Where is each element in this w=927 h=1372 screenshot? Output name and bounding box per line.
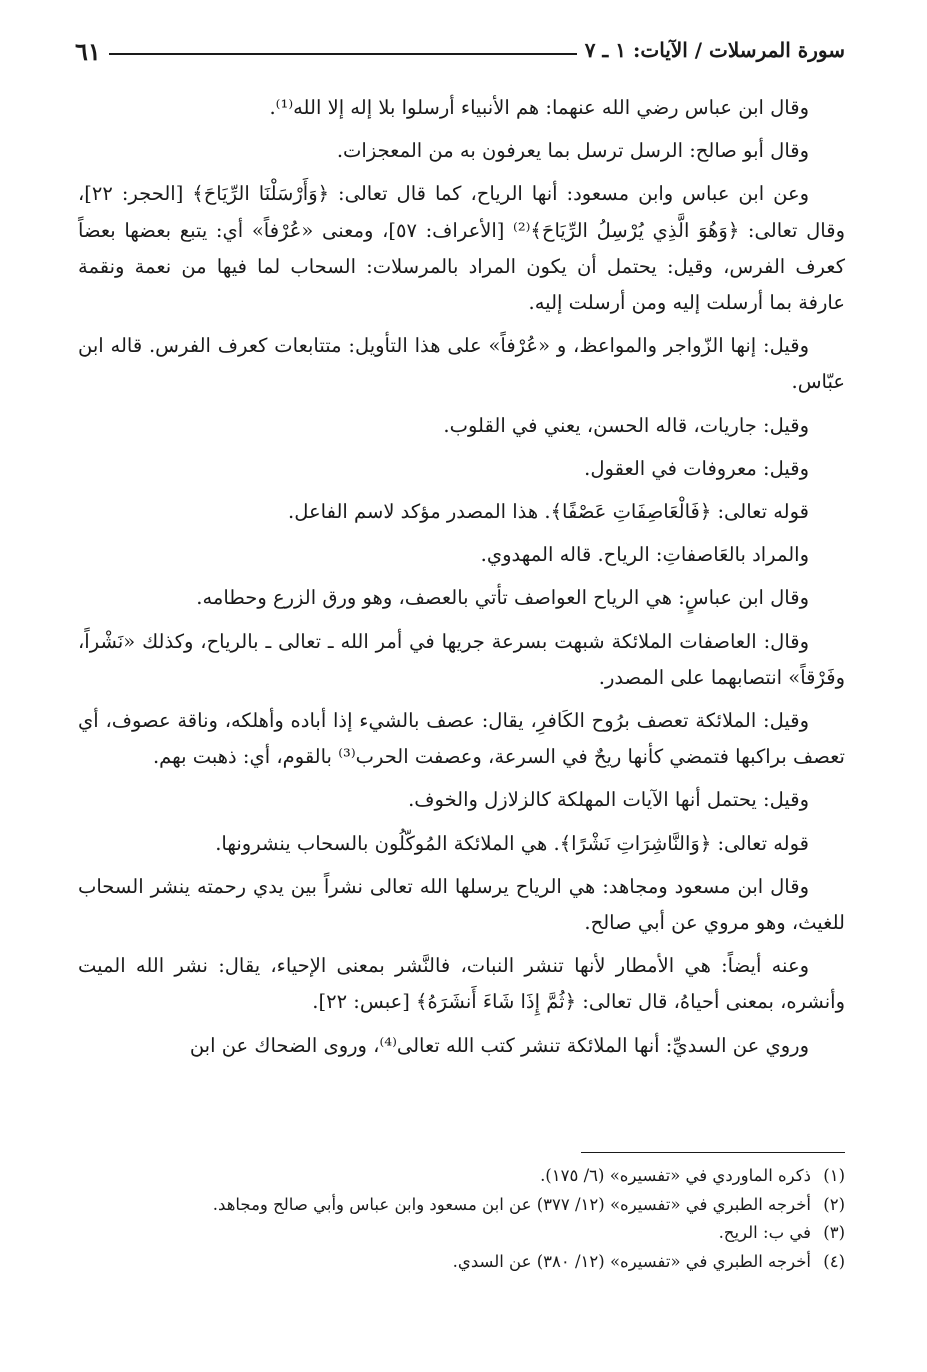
footnote-separator xyxy=(581,1152,845,1153)
paragraph-13: قوله تعالى: ﴿وَالنَّاشِرَاتِ نَشْرًا﴾. هي الملائكة المُوكّلُون بالسحاب ينشرونها. xyxy=(215,831,809,855)
paragraph-2: وقال أبو صالح: الرسل ترسل بما يعرفون به من المعجزات. xyxy=(336,139,809,163)
footnote-2 xyxy=(78,1191,845,1220)
paragraph-11: وقيل: الملائكة تعصف برُوح الكَافرِ، يقال: عصف بالشيء إذا أباده وأهلكه، وناقة عصوف، أي تعصف براكبها فتمضي كأنها ريحٌ في السرعة، وعصفت الحرب⁽³⁾ بالقوم، أي: ذهبت بهم. xyxy=(78,709,845,769)
page-number: ٦١ xyxy=(75,37,101,66)
running-header xyxy=(75,26,845,66)
paragraph-16: وروي عن السديِّ: أنها الملائكة تنشر كتب الله تعالى⁽⁴⁾، وروى الضحاك عن ابن xyxy=(189,1033,809,1057)
paragraph-10: وقال: العاصفات الملائكة شبهت بسرعة جريها في أمر الله ـ تعالى ـ بالرياح، وكذلك «نَشْراً، وفَرْقاً» انتصابهما على المصدر. xyxy=(78,629,845,689)
footnote-text: ذكره الماوردي في «تفسيره» (٦/ ١٧٥). xyxy=(540,1166,811,1185)
footnote-text: أخرجه الطبري في «تفسيره» (١٢/ ٣٨٠) عن السدي. xyxy=(452,1251,811,1271)
paragraph-12: وقيل: يحتمل أنها الآيات المهلكة كالزلازل والخوف. xyxy=(408,788,809,812)
footnote-3 xyxy=(78,1219,845,1248)
footnote-1 xyxy=(78,1162,845,1191)
paragraph-9: وقال ابن عباسٍ: هي الرياح العواصف تأتي بالعصف، وهو ورق الزرع وحطامه. xyxy=(196,586,809,610)
footnote-number: (٣) xyxy=(823,1223,845,1242)
paragraph-14: وقال ابن مسعود ومجاهد: هي الرياح يرسلها الله تعالى نشراً بين يدي رحمته ينشر السحاب للغيث، وهو مروي عن أبي صالح. xyxy=(78,874,845,935)
footnote-number: (١) xyxy=(823,1166,845,1185)
footnote-text: في ب: الريح. xyxy=(718,1223,811,1242)
paragraph-3: وعن ابن عباس وابن مسعود: أنها الرياح، كما قال تعالى: ﴿وَأَرْسَلْنَا الرِّيَاحَ﴾ [الحجر: ٢٢]، وقال تعالى: ﴿وَهُوَ الَّذِي يُرْسِلُ الرِّيَاحَ﴾⁽²⁾ [الأعراف: ٥٧]، ومعنى «عُرْفاً» أي: يتبع بعضها بعضاً كعرف الفرس، وقيل: يحتمل أن يكون المراد بالمرسلات: السحاب لما فيها من نعمة ونقمة عارفة بما أرسلت إليه ومن أرسلت إليه. xyxy=(78,182,845,315)
header-rule xyxy=(109,53,577,55)
footnote-text: أخرجه الطبري في «تفسيره» (١٢/ ٣٧٧) عن ابن مسعود وابن عباس وأبي صالح ومجاهد. xyxy=(212,1194,811,1214)
paragraph-1: وقال ابن عباس رضي الله عنهما: هم الأنبياء أرسلوا بلا إله إلا الله⁽¹⁾. xyxy=(269,96,809,119)
paragraph-4: وقيل: إنها الزّواجر والمواعظ، و «عُرْفاً» على هذا التأويل: متتابعات كعرف الفرس. قاله ابن عبّاس. xyxy=(78,334,845,394)
footnotes xyxy=(78,1162,845,1276)
paragraph-5: وقيل: جاريات، قاله الحسن، يعني في القلوب. xyxy=(443,413,809,437)
footnote-number: (٤) xyxy=(823,1251,845,1271)
header-title: سورة المرسلات / الآيات: ١ ـ ٧ xyxy=(584,38,845,62)
paragraph-6: وقيل: معروفات في العقول. xyxy=(584,456,809,480)
footnote-number: (٢) xyxy=(823,1194,845,1214)
footnote-4 xyxy=(78,1248,845,1277)
paragraph-15: وعنه أيضاً: هي الأمطار لأنها تنشر النبات، فالنَّشر بمعنى الإحياء، يقال: نشر الله الميت وأنشره، بمعنى أحياهُ، قال تعالى: ﴿ثُمَّ إِذَا شَاءَ أَنشَرَهُ﴾ [عبس: ٢٢]. xyxy=(78,954,845,1014)
paragraph-8: والمراد بالعَاصفاتِ: الرياح. قاله المهدوي. xyxy=(480,543,809,567)
paragraph-7: قوله تعالى: ﴿فَالْعَاصِفَاتِ عَصْفًا﴾. هذا المصدر مؤكد لاسم الفاعل. xyxy=(288,500,809,524)
main-text xyxy=(78,90,845,1071)
